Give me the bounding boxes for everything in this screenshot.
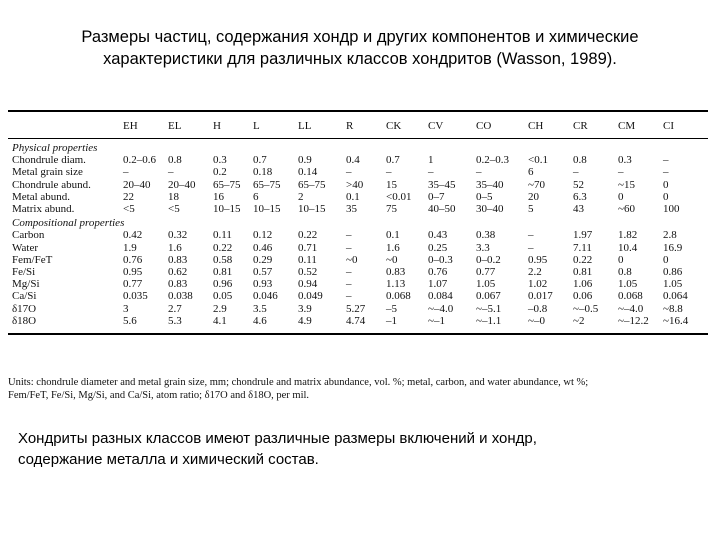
table-cell: 0.064 [663,290,688,303]
table-cell: 0.2–0.6 [123,154,156,167]
table-cell: 0.3 [618,154,632,167]
table-cell: 0–5 [476,190,493,203]
table-cell: 20–40 [123,178,151,191]
column-header: CO [476,120,492,132]
table-cell: 7.11 [573,241,592,254]
table-cell: – [476,166,482,179]
table-cell: 1.13 [386,278,406,291]
table-cell: 0.7 [253,154,267,167]
table-cell: 0.96 [213,278,233,291]
table-cell: <5 [123,203,135,215]
table-cell: 0.42 [123,229,143,242]
table-cell: ~–12.2 [618,314,649,327]
table-cell: 0 [663,178,669,191]
table-cell: 0.1 [346,190,360,203]
table-cell: ~2 [573,314,585,327]
table-cell: 0 [663,253,669,266]
table-cell: 20–40 [168,178,196,191]
table-cell: ~8.8 [663,302,683,315]
table-cell: 0 [663,190,669,203]
table-cell: 4.74 [346,314,366,327]
row-label: Ca/Si [12,290,37,303]
slide-title-line-1: Размеры частиц, содержания хондр и других компонентов и химические [81,28,639,46]
table-cell: 1.9 [123,241,137,254]
row-label: Fem/FeT [12,253,53,266]
units-line-2: Fem/FeT, Fe/Si, Mg/Si, and Ca/Si, atom ratio; δ17O and δ18O, per mil. [8,390,310,401]
table-cell: – [528,241,534,254]
table-cell: 0.067 [476,290,501,303]
table-cell: 0.81 [213,266,233,278]
slide-title-line-2: характеристики для различных классов хондритов (Wasson, 1989). [103,50,617,68]
table-cell: 10.4 [618,241,638,254]
column-header: CH [528,120,544,132]
table-cell: <5 [168,203,180,215]
table-cell: 0.76 [123,253,143,266]
table-cell: 35 [346,203,357,215]
table-cell: 0.14 [298,166,318,179]
table-cell: 1.05 [618,278,638,291]
table-cell: 100 [663,203,680,215]
table-cell: 0.11 [213,229,232,242]
table-cell: 10–15 [253,203,281,215]
table-cell: 35–45 [428,178,456,191]
table-cell: 0.46 [253,241,273,254]
table-cell: –1 [386,314,397,327]
table-cell: 2 [298,190,304,203]
table-cell: – [346,166,352,179]
table-cell: 1.05 [663,278,683,291]
caption-line-2: содержание металла и химический состав. [18,451,319,468]
units-line-1: Units: chondrule diameter and metal grain size, mm; chondrule and matrix abundance, vol. %; metal, carbon, and water abundance, wt %; [8,377,589,388]
table-cell: 0–7 [428,190,445,203]
table-cell: 3.5 [253,302,267,315]
table-cell: 1.06 [573,278,593,291]
table-cell: 0.95 [528,253,548,266]
table-cell: 20 [528,190,539,203]
table-cell: 0.038 [168,290,193,303]
table-cell: 5 [528,203,534,215]
table-cell: 0.035 [123,290,148,303]
table-cell: 2.9 [213,302,227,315]
table-cell: 65–75 [213,178,241,191]
table-cell: 1.05 [476,278,496,291]
row-label: Metal abund. [12,190,71,203]
table-cell: 0.77 [476,266,496,278]
table-cell: 3 [123,302,129,315]
table-cell: <0.01 [386,190,412,203]
table-cell: 65–75 [298,178,326,191]
table-cell: – [663,154,669,167]
column-header: CI [663,120,674,132]
row-label: Carbon [12,229,45,242]
table-cell: ~60 [618,203,635,215]
column-header: R [346,120,354,132]
table-cell: 1.82 [618,229,638,242]
table-cell: ~–1 [428,314,445,327]
table-cell: 1.07 [428,278,448,291]
table-cell: 0.12 [253,229,273,242]
table-cell: – [528,229,534,242]
table-cell: – [123,166,129,179]
table-cell: 10–15 [213,203,241,215]
row-label: δ18O [12,314,37,327]
section-title: Physical properties [12,142,98,154]
table-cell: 0.81 [573,266,593,278]
table-cell: 30–40 [476,203,504,215]
table-cell: 0.18 [253,166,273,179]
table-cell: 0.58 [213,253,233,266]
table-cell: 6.3 [573,190,587,203]
table-cell: – [346,229,352,242]
table-cell: 0.43 [428,229,448,242]
table-cell: – [346,266,352,278]
table-cell: 0.77 [123,278,143,291]
table-cell: 0.22 [213,241,233,254]
table-cell: 2.2 [528,266,542,278]
table-cell: 0.76 [428,266,448,278]
table-cell: – [168,166,174,179]
table-cell: – [428,166,434,179]
table-cell: 0.068 [386,290,411,303]
table-cell: 0.017 [528,290,553,303]
table-cell: 10–15 [298,203,326,215]
table-cell: ~16.4 [663,314,689,327]
table-cell: ~–0 [528,314,545,327]
table-cell: >40 [346,178,364,191]
table-cell: 0.9 [298,154,312,167]
table-cell: –0.8 [528,302,548,315]
table-cell: 2.7 [168,302,182,315]
column-header: CK [386,120,402,132]
table-cell: 1.6 [168,241,182,254]
table-cell: – [573,166,579,179]
column-header: CV [428,120,444,132]
table-cell: 16 [213,190,224,203]
table-cell: 6 [253,190,259,203]
table-cell: 0.1 [386,229,400,242]
table-cell: 65–75 [253,178,281,191]
table-cell: 0–0.3 [428,253,453,266]
table-cell: 0.046 [253,290,278,303]
table-cell: 0.22 [573,253,593,266]
table-cell: 0.95 [123,266,143,278]
table-cell: 4.1 [213,314,227,327]
column-header: EL [168,120,182,132]
table-cell: 16.9 [663,241,683,254]
table-cell: 6 [528,166,534,179]
table-units-note [8,376,710,402]
table-cell: ~–1.1 [476,314,502,327]
table-cell: 1.6 [386,241,400,254]
row-label: δ17O [12,302,37,315]
table-rule [8,110,708,112]
table-cell: ~70 [528,178,545,191]
table-cell: – [663,166,669,179]
table-cell: 35–40 [476,178,504,191]
column-header: H [213,120,221,132]
table-cell: 0.83 [386,266,406,278]
table-cell: ~–4.0 [428,302,454,315]
table-cell: ~0 [386,253,398,266]
table-cell: 0.8 [168,154,182,167]
table-cell: 0.25 [428,241,448,254]
table-cell: 1 [428,154,434,167]
table-cell: 0.29 [253,253,273,266]
table-cell: – [346,241,352,254]
table-cell: 0.068 [618,290,643,303]
table-cell: – [346,278,352,291]
table-cell: 43 [573,203,584,215]
row-label: Metal grain size [12,166,83,179]
row-label: Matrix abund. [12,203,75,215]
table-cell: 0.93 [253,278,273,291]
table-cell: 0.7 [386,154,400,167]
row-label: Chondrule abund. [12,178,91,191]
table-cell: 5.27 [346,302,366,315]
table-cell: 0–0.2 [476,253,501,266]
table-cell: 1.02 [528,278,548,291]
table-cell: 0.11 [298,253,317,266]
table-cell: – [346,290,352,303]
row-label: Fe/Si [12,266,36,278]
table-cell: ~–4.0 [618,302,644,315]
table-cell: 0.3 [213,154,227,167]
table-cell: 0.71 [298,241,318,254]
table-cell: 0.83 [168,253,188,266]
column-header: EH [123,120,138,132]
table-cell: 0 [618,253,624,266]
table-cell: <0.1 [528,154,548,167]
row-label: Water [12,241,38,254]
table-cell: 0.05 [213,290,233,303]
table-cell: 75 [386,203,397,215]
table-cell: 0.57 [253,266,273,278]
table-cell: ~–5.1 [476,302,502,315]
table-cell: 3.9 [298,302,312,315]
row-label: Chondrule diam. [12,154,86,167]
column-header: CM [618,120,636,132]
caption-line-1: Хондриты разных классов имеют различные размеры включений и хондр, [18,430,537,447]
table-cell: 0 [618,190,624,203]
slide-title [10,26,710,70]
table-cell: 0.32 [168,229,188,242]
table-cell: – [386,166,392,179]
table-cell: 0.4 [346,154,360,167]
table-rule [8,333,708,335]
row-label: Mg/Si [12,278,40,291]
section-title: Compositional properties [12,217,125,230]
table-cell: 0.8 [618,266,632,278]
table-cell: 0.22 [298,229,318,242]
table-cell: ~15 [618,178,635,191]
table-cell: 15 [386,178,397,191]
table-cell: 18 [168,190,179,203]
table-cell: 0.86 [663,266,683,278]
table-cell: ~–0.5 [573,302,599,315]
table-cell: 4.9 [298,314,312,327]
table-cell: 5.3 [168,314,182,327]
column-header: L [253,120,260,132]
table-cell: 52 [573,178,584,191]
table-cell: 5.6 [123,314,137,327]
table-cell: ~0 [346,253,358,266]
slide-caption [18,428,708,470]
table-cell: 0.52 [298,266,318,278]
table-cell: 0.084 [428,290,453,303]
table-rule [8,138,708,139]
table-cell: – [618,166,624,179]
table-cell: 0.2 [213,166,227,179]
table-cell: 1.97 [573,229,593,242]
column-header: CR [573,120,588,132]
table-cell: 22 [123,190,134,203]
table-cell: 0.62 [168,266,188,278]
table-cell: 0.8 [573,154,587,167]
table-cell: 40–50 [428,203,456,215]
table-cell: 0.83 [168,278,188,291]
table-cell: 4.6 [253,314,267,327]
table-cell: –5 [386,302,397,315]
table-cell: 3.3 [476,241,490,254]
table-cell: 0.38 [476,229,496,242]
table-cell: 0.06 [573,290,593,303]
table-cell: 0.94 [298,278,318,291]
column-header: LL [298,120,312,132]
table-cell: 2.8 [663,229,677,242]
table-cell: 0.2–0.3 [476,154,509,167]
table-cell: 0.049 [298,290,323,303]
